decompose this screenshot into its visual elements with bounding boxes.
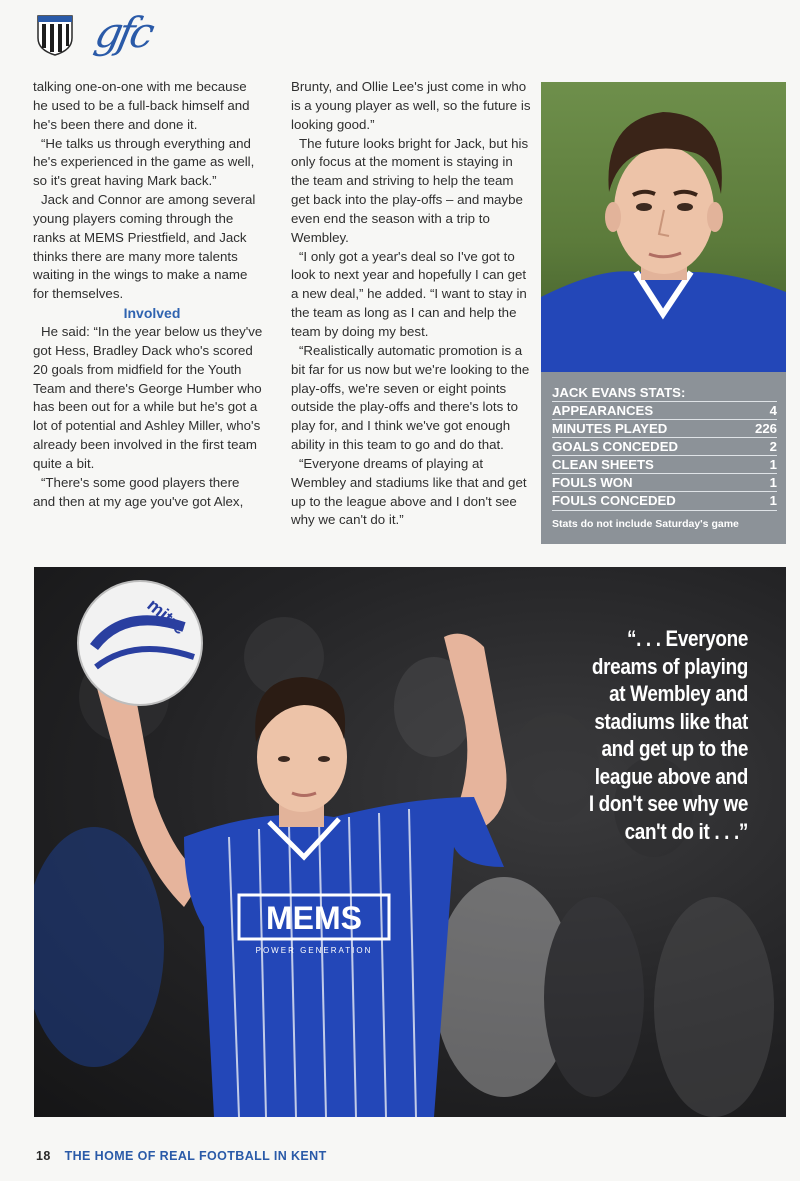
- stat-value: 1: [769, 475, 777, 490]
- stats-row: [552, 455, 777, 474]
- quote-line: dreams of playing: [591, 653, 748, 679]
- quote-line: can't do it . . .”: [624, 818, 748, 844]
- stats-row: [552, 491, 777, 511]
- page-number: 18: [36, 1149, 51, 1163]
- paragraph: “There's some good players there and then at my age you've got Alex,: [33, 474, 244, 509]
- page-footer: [36, 1149, 327, 1163]
- stat-label: CLEAN SHEETS: [552, 457, 654, 472]
- stat-label: FOULS CONCEDED: [552, 493, 676, 508]
- paragraph: He said: “In the year below us they've got Hess, Bradley Dack who's scored 20 goals from midfield for the Youth Team and there's George Humber who has been out for a while but he's got a lot of potential and Ashley Miller, who's already been involved in the first team quite a bit.: [33, 323, 263, 471]
- stats-row: [552, 401, 777, 420]
- action-photo: [34, 567, 786, 1117]
- subheading: Involved: [123, 305, 181, 322]
- quote-line: I don't see why we: [588, 791, 748, 816]
- stat-label: GOALS CONCEDED: [552, 439, 679, 454]
- footer-tagline: THE HOME OF REAL FOOTBALL IN KENT: [64, 1149, 327, 1163]
- paragraph: “Realistically automatic promotion is a bit far for us now but we're looking to the play-offs, we're seven or eight points outside the play-offs and there's lots to play for, and I think we've got enough ability in this team to go and do that.: [291, 342, 530, 453]
- shirt-sponsor: MEMS: [266, 900, 362, 936]
- stat-value: 2: [769, 439, 777, 454]
- paragraph: “I only got a year's deal so I've got to look to next year and hopefully I can get a new deal,” he added. “I want to stay in the team as long as I can and help the team by doing my best.: [291, 248, 527, 339]
- article-column-2: [291, 78, 531, 530]
- stats-footnote: Stats do not include Saturday's game: [552, 518, 739, 530]
- player-portrait-illustration: [541, 82, 786, 372]
- stat-value: 1: [769, 493, 777, 508]
- stat-value: 1: [769, 457, 777, 472]
- article-column-1: [33, 78, 263, 511]
- stats-row: [552, 473, 777, 492]
- paragraph: Jack and Connor are among several young players coming through the ranks at MEMS Priestfield, and Jack thinks there are many more talents waiting in the wings to make a name for themselves.: [33, 192, 256, 302]
- ball-brand: mitre: [143, 594, 191, 639]
- quote-line: at Wembley and: [609, 681, 748, 706]
- shirt-sponsor-sub: POWER GENERATION: [255, 946, 373, 955]
- player-portrait-photo: [541, 82, 786, 372]
- stats-row: [552, 419, 777, 438]
- pull-quote: [524, 625, 748, 845]
- paragraph: “Everyone dreams of playing at Wembley and stadiums like that and get up to the league above and I don't see why we can't do it.”: [291, 455, 527, 528]
- quote-line: “. . . Everyone: [626, 626, 748, 651]
- quote-line: stadiums like that: [594, 708, 748, 734]
- stats-title: JACK EVANS STATS:: [552, 385, 686, 400]
- quote-line: league above and: [594, 763, 748, 789]
- stat-label: MINUTES PLAYED: [552, 421, 668, 436]
- paragraph: “He talks us through everything and he's experienced in the game as well, so it's great having Mark back.”: [33, 135, 255, 189]
- page-header: [36, 10, 236, 62]
- stats-row: [552, 437, 777, 456]
- club-crest-icon: [36, 10, 74, 56]
- club-monogram: gfc: [90, 8, 156, 57]
- paragraph: The future looks bright for Jack, but his only focus at the moment is staying in the team and striving to help the team get back into the play-offs – and maybe even end the season with a trip to Wembley.: [291, 135, 529, 245]
- stat-value: 4: [769, 403, 777, 418]
- quote-line: and get up to the: [601, 736, 748, 761]
- stat-value: 226: [754, 421, 777, 436]
- paragraph: talking one-on-one with me because he used to be a full-back himself and he's been there and done it.: [33, 79, 250, 132]
- stat-label: FOULS WON: [552, 475, 633, 490]
- paragraph: Brunty, and Ollie Lee's just come in who is a young player as well, so the future is looking good.”: [291, 79, 531, 132]
- stat-label: APPEARANCES: [552, 403, 654, 418]
- player-stats-box: [541, 372, 786, 544]
